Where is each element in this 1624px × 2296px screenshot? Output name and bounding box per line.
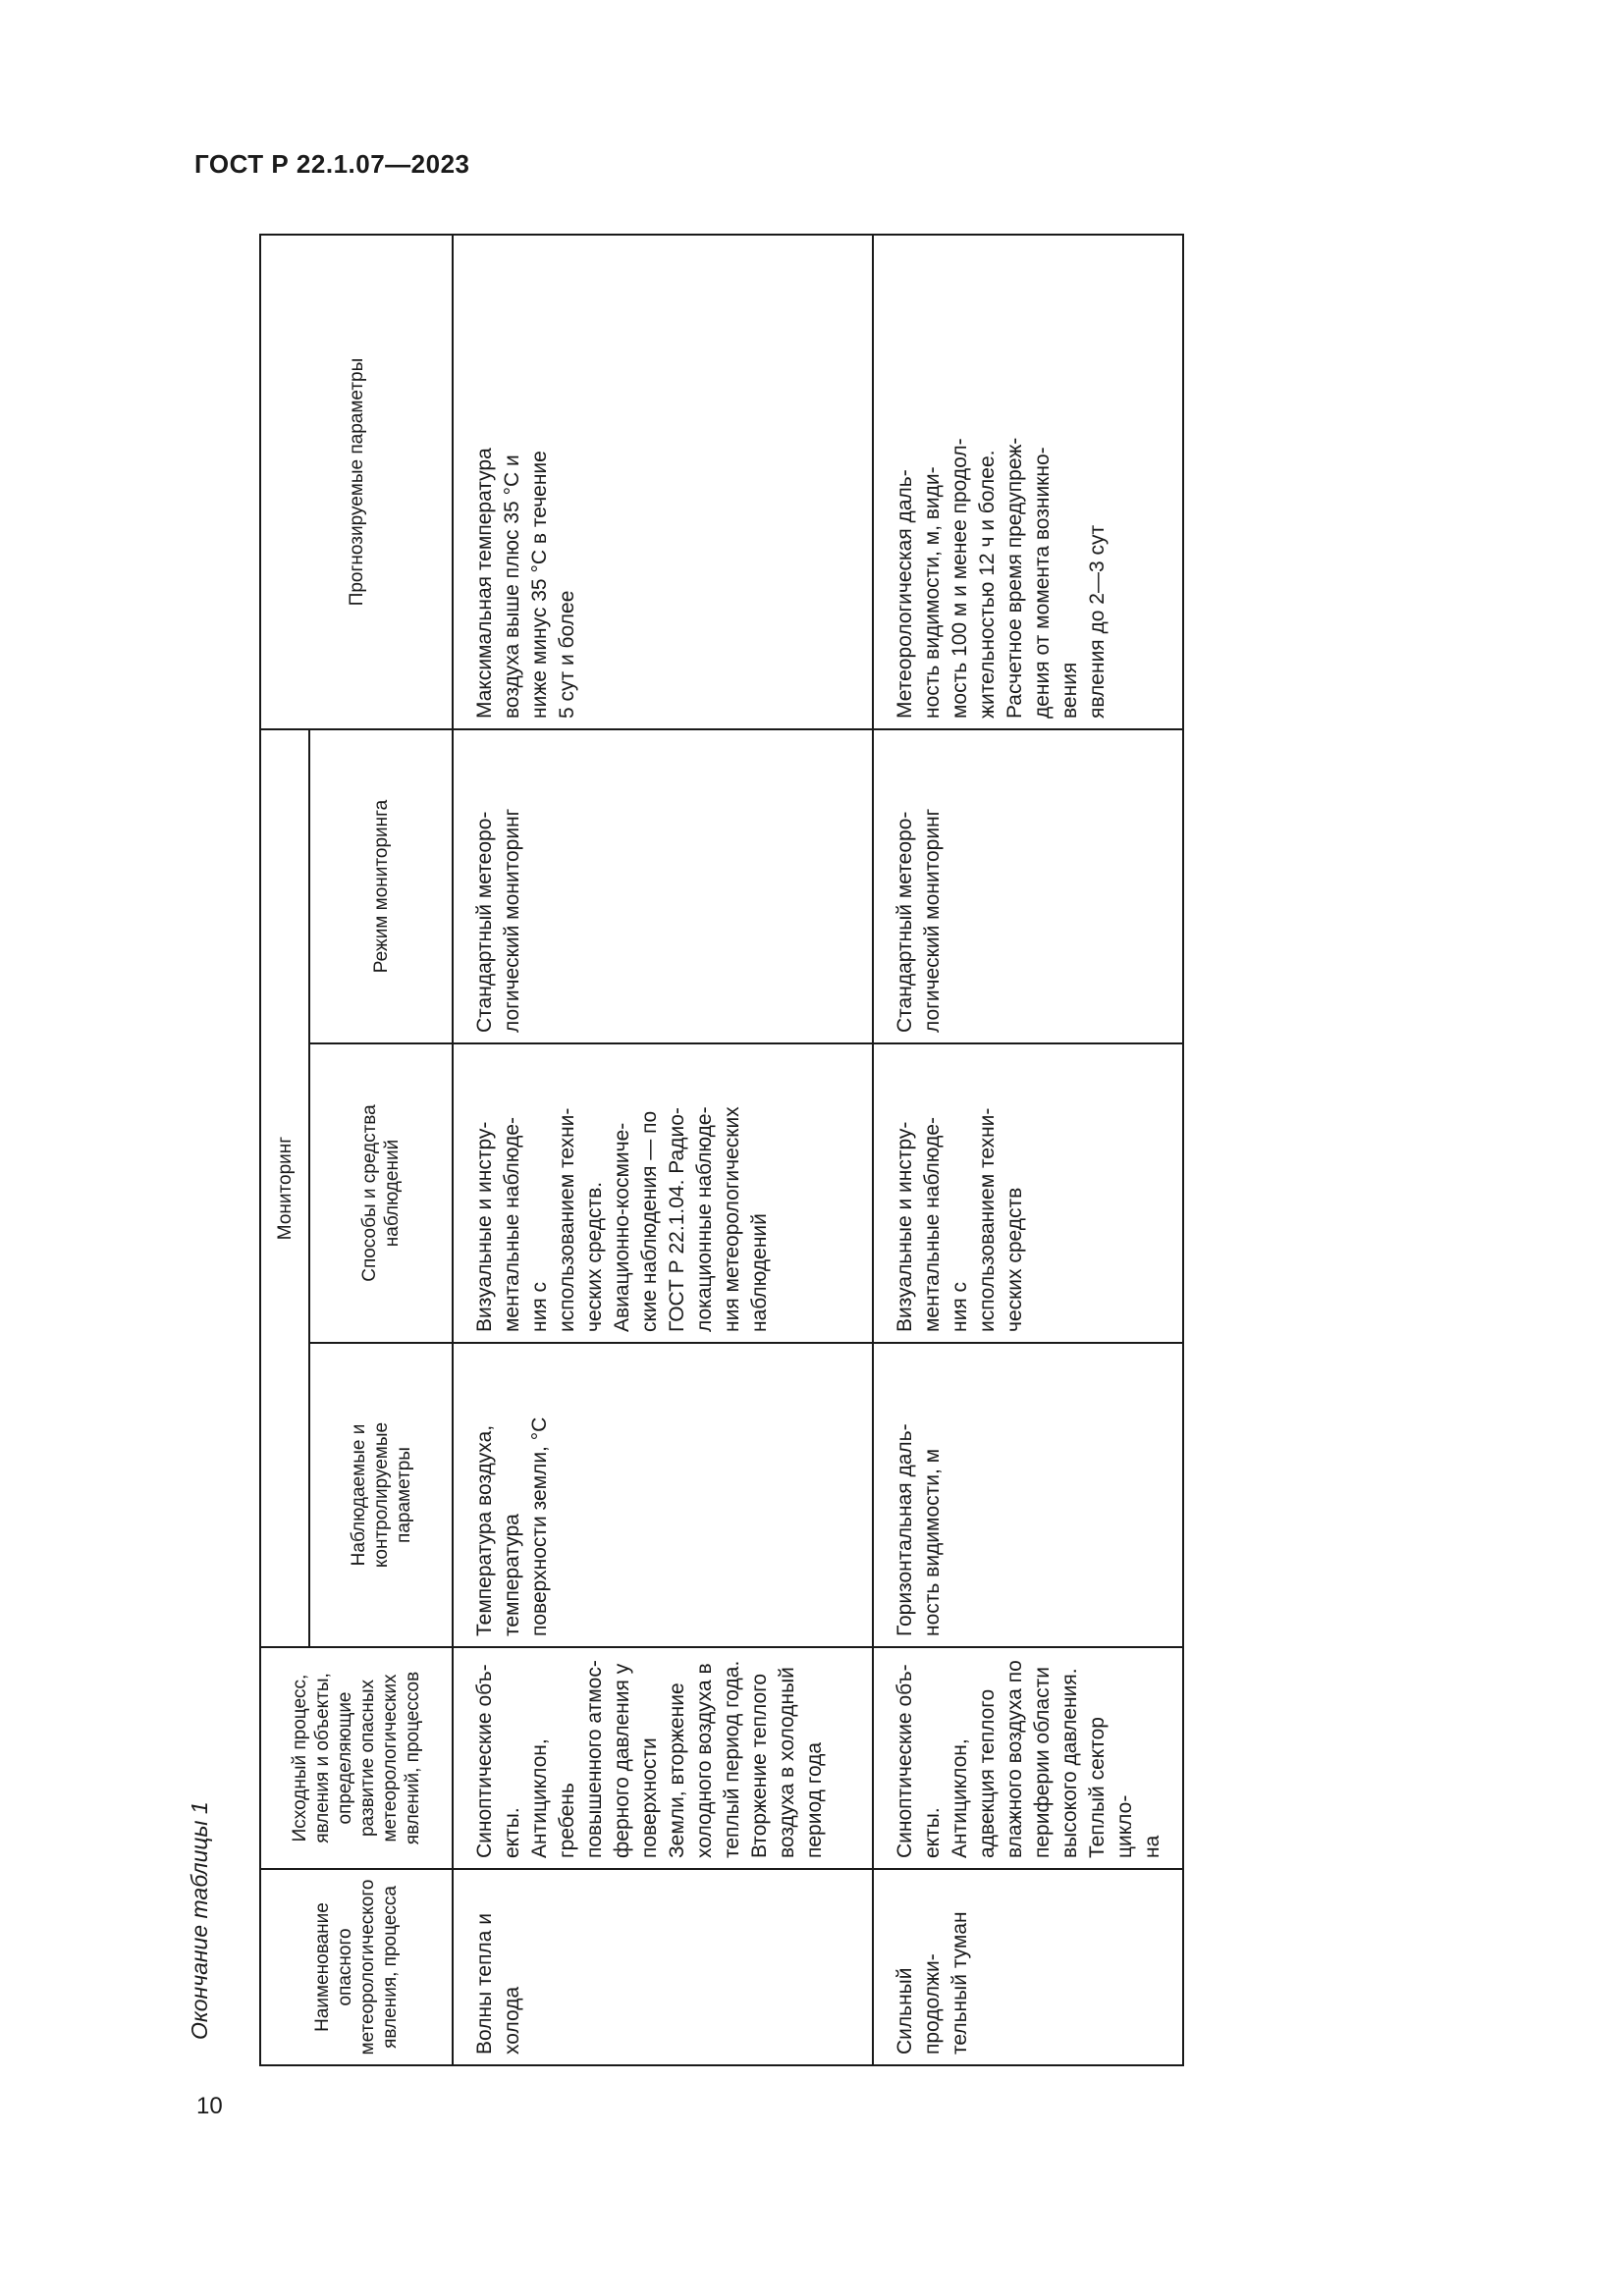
cell-source-process: Синоптические объ- екты. Антициклон, гребень повышенного атмос- ферного давления у поверхности Земли, вторжение холодного воздуха в теплый период года. Вторжение теплого воздуха в холодный период года [453,1647,873,1869]
table-row [873,235,1183,2065]
cell-monitoring-mode: Стандартный метеоро- логический мониторинг [453,729,873,1043]
cell-forecast-params: Максимальная температура воздуха выше плюс 35 °С и ниже минус 35 °С в течение 5 сут и более [453,235,873,729]
cell-observed-params: Горизонтальная даль- ность видимости, м [873,1343,1183,1647]
header-source-process: Исходный процесс, явления и объекты, определяющие развитие опасных метеорологических явлений, процессов [260,1647,453,1869]
header-monitoring-group: Мониторинг [260,729,309,1647]
cell-observed-params: Температура воздуха, температура поверхности земли, °С [453,1343,873,1647]
header-forecast-params: Прогнозируемые параметры [260,235,453,729]
document-code: ГОСТ Р 22.1.07—2023 [194,149,470,179]
header-phenomenon-name: Наименование опасного метеорологического явления, процесса [260,1869,453,2065]
rotated-table-wrapper [259,236,1182,2066]
cell-source-process: Синоптические объ- екты. Антициклон, адвекция теплого влажного воздуха по периферии области высокого давления. Теплый сектор цикло- на [873,1647,1183,1869]
cell-methods-means: Визуальные и инстру- ментальные наблюде- ния с использованием техни- ческих средств [873,1043,1183,1343]
hazard-monitoring-table [259,234,1184,2066]
table-row [453,235,873,2065]
header-methods-means: Способы и средства наблюдений [309,1043,453,1343]
cell-forecast-params: Метеорологическая даль- ность видимости, м, види- мость 100 м и менее продол- жительностью 12 ч и более. Расчетное время предупреж- дения от момента возникно- вения явления до 2—3 сут [873,235,1183,729]
cell-monitoring-mode: Стандартный метеоро- логический мониторинг [873,729,1183,1043]
header-observed-params: Наблюдаемые и контролируемые параметры [309,1343,453,1647]
cell-phenomenon-name: Сильный продолжи- тельный туман [873,1869,1183,2065]
page-number: 10 [196,2093,223,2119]
cell-phenomenon-name: Волны тепла и холода [453,1869,873,2065]
table-caption: Окончание таблицы 1 [187,1801,212,2040]
cell-methods-means: Визуальные и инстру- ментальные наблюде- ния с использованием техни- ческих средств. Авиационно-космиче- ские наблюдения — по ГОСТ Р 22.1.04. Радио- локационные наблюде- ния метеорологических наблюдений [453,1043,873,1343]
header-monitoring-mode: Режим мониторинга [309,729,453,1043]
